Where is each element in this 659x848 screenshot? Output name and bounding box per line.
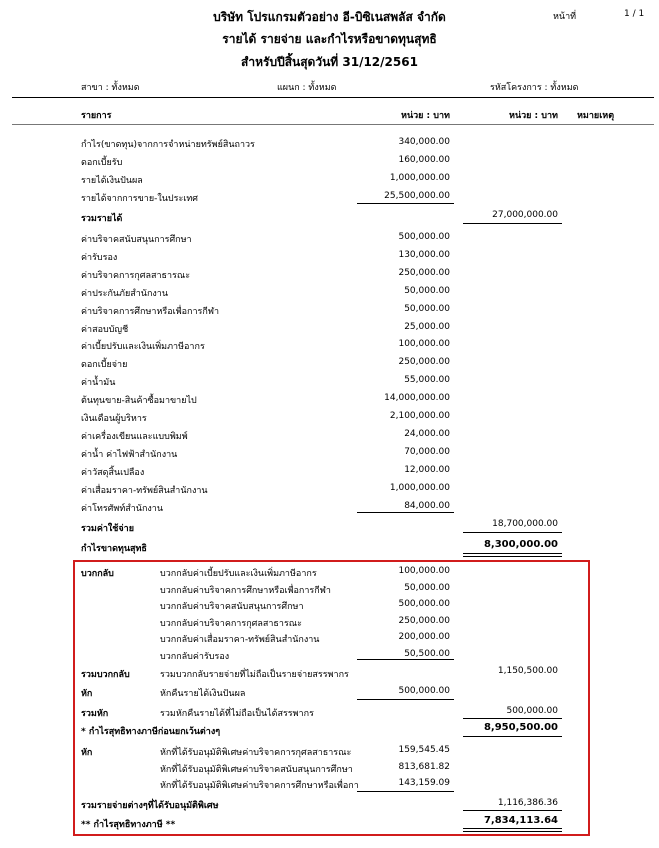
addback-label: บวกกลับค่าเสื่อมราคา-ทรัพย์สินสำนักงาน (160, 635, 320, 646)
report-period: สำหรับปีสิ้นสุดวันที่ 31/12/2561 (241, 55, 418, 69)
expense-label: ค่าน้ำ ค่าไฟฟ้าสำนักงาน (81, 449, 178, 460)
expense-amount: 130,000.00 (398, 249, 450, 260)
exempt-label: หักที่ได้รับอนุมัติพิเศษค่าบริจาคการกุศลสาธารณะ (160, 748, 352, 758)
department-filter: แผนก : ทั้งหมด (277, 83, 337, 93)
exempt-amount: 143,159.09 (398, 778, 450, 788)
tax-adjustment-highlight (73, 560, 590, 836)
expense-label: เงินเดือนผู้บริหาร (81, 414, 147, 424)
deduct-total-amount: 500,000.00 (506, 706, 558, 716)
deduct-total-label: รวมหัก (81, 709, 109, 719)
expense-amount: 250,000.00 (398, 357, 450, 368)
expense-label: ต้นทุนขาย-สินค้าซื้อมาขายไป (81, 396, 197, 407)
pre-exempt-label: * กำไรสุทธิทางภาษีก่อนยกเว้นต่างๆ (81, 727, 221, 737)
expense-amount: 50,000.00 (404, 303, 450, 314)
expense-label: ค่าสอบบัญชี (81, 324, 129, 335)
expense-amount: 100,000.00 (398, 339, 450, 350)
expense-amount: 55,000.00 (404, 375, 450, 386)
income-label: รายได้จากการขาย-ในประเทศ (81, 194, 199, 204)
expense-amount: 84,000.00 (404, 500, 450, 511)
expense-amount: 50,000.00 (404, 285, 450, 296)
expense-label: ค่าโทรศัพท์สำนักงาน (81, 503, 164, 514)
deduct-amount: 500,000.00 (398, 686, 450, 696)
deduct-heading: หัก (81, 689, 93, 699)
exempt-label: หักที่ได้รับอนุมัติพิเศษค่าบริจาคสนับสนุนการศึกษา (160, 764, 353, 775)
expense-label: ค่าบริจาคการศึกษาหรือเพื่อการกีฬา (81, 306, 220, 317)
taxable-profit-label: ** กำไรสุทธิทางภาษี ** (81, 820, 176, 830)
income-label: กำไร(ขาดทุน)จากการจำหน่ายทรัพย์สินถาวร (81, 140, 255, 150)
addback-amount: 250,000.00 (398, 615, 450, 626)
addback-amount: 200,000.00 (398, 632, 450, 643)
net-loss-rule-1 (463, 553, 562, 554)
expense-total-label: รวมค่าใช้จ่าย (81, 524, 134, 534)
addback-label: บวกกลับค่าบริจาคการศึกษาหรือเพื่อการกีฬา (160, 585, 331, 596)
expense-label: ค่าน้ำมัน (81, 378, 116, 389)
income-total-amount: 27,000,000.00 (492, 210, 558, 220)
header-rule-bottom (12, 124, 654, 125)
addback-total-label: รวมบวกกลับ (81, 670, 130, 680)
deduct-label: หักคืนรายได้เงินปันผล (160, 689, 246, 699)
branch-filter: สาขา : ทั้งหมด (81, 83, 140, 93)
report-title: รายได้ รายจ่าย และกำไรหรือขาดทุนสุทธิ (222, 32, 437, 46)
expense-label: ค่าบริจาคการกุศลสาธารณะ (81, 270, 191, 281)
addback-label: บวกกลับค่าบริจาคสนับสนุนการศึกษา (160, 602, 304, 613)
expense-amount: 12,000.00 (404, 464, 450, 475)
expense-label: ค่าเสื่อมราคา-ทรัพย์สินสำนักงาน (81, 485, 208, 496)
column-unit-1: หน่วย : บาท (401, 111, 450, 121)
addback-label: บวกกลับค่าเบี้ยปรับและเงินเพิ่มภาษีอากร (160, 569, 317, 579)
expense-amount: 2,100,000.00 (389, 411, 450, 421)
income-label: รายได้เงินปันผล (81, 176, 143, 186)
income-amount: 340,000.00 (398, 137, 450, 147)
addback-heading: บวกกลับ (81, 569, 114, 579)
exempt-amount: 813,681.82 (398, 761, 450, 772)
expense-amount: 14,000,000.00 (384, 393, 450, 404)
expense-amount: 500,000.00 (398, 232, 450, 242)
column-item: รายการ (81, 111, 112, 121)
expense-total-amount: 18,700,000.00 (492, 519, 558, 529)
exempt-label: หักที่ได้รับอนุมัติพิเศษค่าบริจาคการศึกษาหรือเพื่อกา (160, 781, 359, 791)
column-remark: หมายเหตุ (577, 111, 615, 121)
addback-amount: 50,000.00 (404, 582, 450, 593)
income-total-rule (463, 223, 562, 224)
income-label: ดอกเบี้ยรับ (81, 158, 123, 168)
exempt-amount: 159,545.45 (398, 745, 450, 755)
exempt-total-label: รวมรายจ่ายต่างๆที่ได้รับอนุมัติพิเศษ (81, 801, 219, 811)
addback-total-amount: 1,150,500.00 (497, 666, 558, 676)
net-loss-amount: 8,300,000.00 (483, 539, 558, 550)
expense-label: ดอกเบี้ยจ่าย (81, 360, 128, 371)
company-name: บริษัท โปรแกรมตัวอย่าง อี-บิซิเนสพลัส จำกัด (213, 10, 446, 24)
expense-label: ค่าเครื่องเขียนและแบบพิมพ์ (81, 431, 188, 442)
expense-amount: 25,000.00 (404, 321, 450, 332)
page-label: หน้าที่ (553, 12, 577, 22)
expense-label: ค่าประกันภัยสำนักงาน (81, 288, 169, 299)
income-total-label: รวมรายได้ (81, 214, 123, 224)
expense-label: ค่าบริจาคสนับสนุนการศึกษา (81, 235, 192, 245)
expense-amount: 70,000.00 (404, 446, 450, 457)
net-loss-rule-2 (463, 556, 562, 557)
column-unit-2: หน่วย : บาท (509, 111, 558, 121)
expense-label: ค่ารับรอง (81, 252, 118, 263)
addback-amount: 100,000.00 (398, 566, 450, 576)
expense-total-rule (463, 532, 562, 533)
expense-subtotal-rule (357, 512, 454, 513)
expense-label: ค่าวัสดุสิ้นเปลือง (81, 467, 145, 478)
taxable-profit-amount: 7,834,113.64 (483, 815, 558, 826)
net-loss-label: กำไรขาดทุนสุทธิ (81, 544, 147, 554)
exempt-heading: หัก (81, 748, 93, 758)
income-amount: 160,000.00 (398, 155, 450, 165)
project-filter: รหัสโครงการ : ทั้งหมด (490, 83, 579, 93)
addback-amount: 500,000.00 (398, 599, 450, 610)
expense-amount: 1,000,000.00 (389, 482, 450, 493)
expense-amount: 250,000.00 (398, 267, 450, 278)
deduct-total-desc: รวมหักคืนรายได้ที่ไม่ถือเป็นได้สรรพากร (160, 709, 314, 719)
page-number: 1 / 1 (624, 9, 645, 19)
expense-label: ค่าเบี้ยปรับและเงินเพิ่มภาษีอากร (81, 342, 205, 353)
expense-amount: 24,000.00 (404, 428, 450, 439)
addback-total-desc: รวมบวกกลับรายจ่ายที่ไม่ถือเป็นรายจ่ายสรรพากร (160, 670, 349, 680)
income-amount: 25,500,000.00 (384, 191, 450, 201)
exempt-total-amount: 1,116,386.36 (497, 798, 558, 808)
addback-amount: 50,500.00 (404, 649, 450, 659)
addback-label: บวกกลับค่าบริจาคการกุศลสาธารณะ (160, 618, 302, 629)
pre-exempt-amount: 8,950,500.00 (483, 722, 558, 733)
addback-label: บวกกลับค่ารับรอง (160, 652, 230, 662)
income-amount: 1,000,000.00 (389, 173, 450, 183)
header-rule-top (12, 97, 654, 98)
income-subtotal-rule (357, 203, 454, 204)
